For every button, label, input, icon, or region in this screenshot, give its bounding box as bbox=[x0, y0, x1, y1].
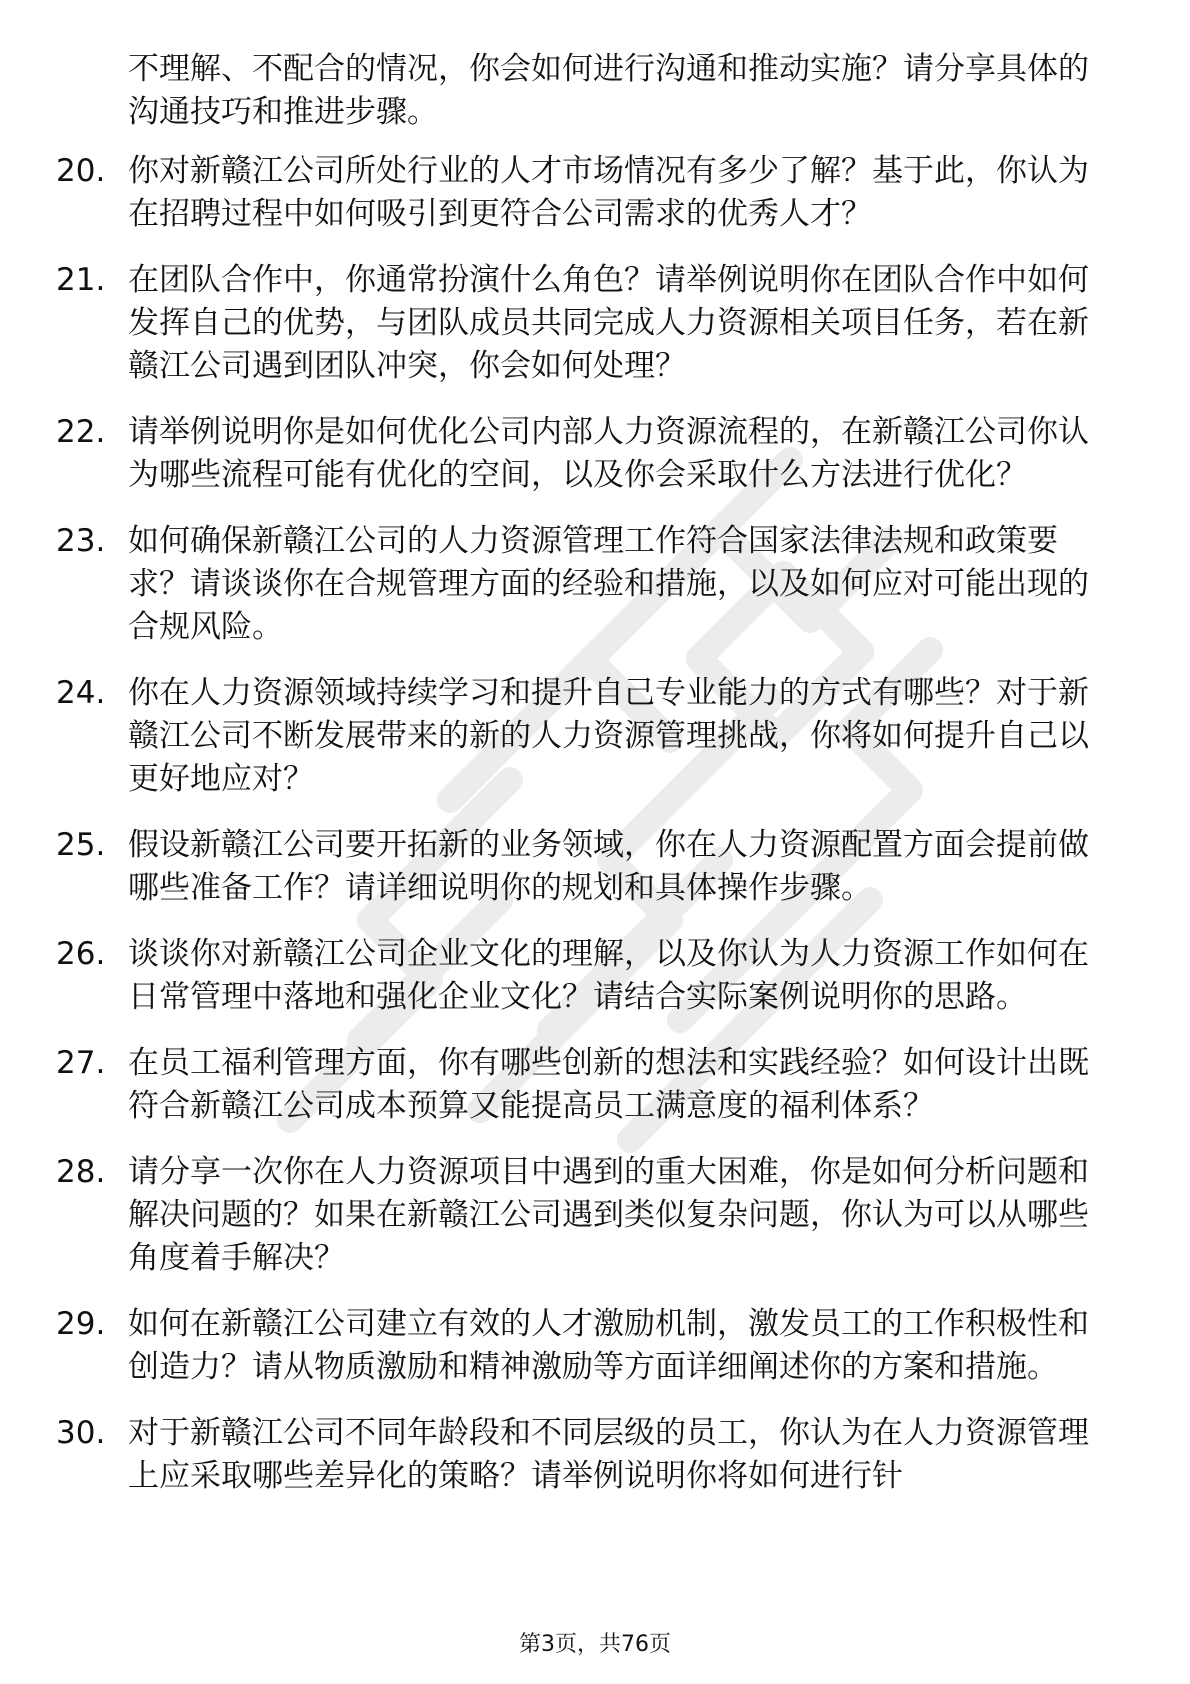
list-item bbox=[56, 411, 1116, 497]
question-text: 对于新赣江公司不同年龄段和不同层级的员工，你认为在人力资源管理上应采取哪些差异化的策略？请举例说明你将如何进行针 bbox=[128, 1415, 1089, 1494]
page-footer: 第3页，共76页 bbox=[519, 1632, 671, 1657]
question-number: 29. bbox=[56, 1306, 106, 1342]
list-item bbox=[56, 1303, 1116, 1389]
question-list bbox=[56, 150, 1116, 1521]
intro-continuation-text: 不理解、不配合的情况，你会如何进行沟通和推动实施？请分享具体的沟通技巧和推进步骤。 bbox=[128, 51, 1089, 130]
question-number: 25. bbox=[56, 827, 106, 863]
question-number: 23. bbox=[56, 523, 106, 559]
list-item bbox=[56, 933, 1116, 1019]
list-item bbox=[56, 259, 1116, 388]
question-number: 22. bbox=[56, 414, 106, 450]
question-number: 27. bbox=[56, 1045, 106, 1081]
question-text: 如何确保新赣江公司的人力资源管理工作符合国家法律法规和政策要求？请谈谈你在合规管理方面的经验和措施，以及如何应对可能出现的合规风险。 bbox=[128, 523, 1089, 645]
list-item bbox=[56, 1412, 1116, 1498]
question-text: 如何在新赣江公司建立有效的人才激励机制，激发员工的工作积极性和创造力？请从物质激励和精神激励等方面详细阐述你的方案和措施。 bbox=[128, 1306, 1089, 1385]
question-text: 请举例说明你是如何优化公司内部人力资源流程的，在新赣江公司你认为哪些流程可能有优化的空间，以及你会采取什么方法进行优化？ bbox=[128, 414, 1089, 493]
list-item bbox=[56, 672, 1116, 801]
question-number: 24. bbox=[56, 675, 106, 711]
list-item bbox=[56, 1151, 1116, 1280]
question-number: 28. bbox=[56, 1154, 106, 1190]
list-item bbox=[56, 824, 1116, 910]
list-item bbox=[56, 150, 1116, 236]
question-text: 请分享一次你在人力资源项目中遇到的重大困难，你是如何分析问题和解决问题的？如果在新赣江公司遇到类似复杂问题，你认为可以从哪些角度着手解决？ bbox=[128, 1154, 1089, 1276]
question-text: 谈谈你对新赣江公司企业文化的理解，以及你认为人力资源工作如何在日常管理中落地和强化企业文化？请结合实际案例说明你的思路。 bbox=[128, 936, 1089, 1015]
question-number: 30. bbox=[56, 1415, 106, 1451]
question-text: 你在人力资源领域持续学习和提升自己专业能力的方式有哪些？对于新赣江公司不断发展带来的新的人力资源管理挑战，你将如何提升自己以更好地应对？ bbox=[128, 675, 1089, 797]
question-text: 在团队合作中，你通常扮演什么角色？请举例说明你在团队合作中如何发挥自己的优势，与团队成员共同完成人力资源相关项目任务，若在新赣江公司遇到团队冲突，你会如何处理？ bbox=[128, 262, 1089, 384]
list-item bbox=[56, 1042, 1116, 1128]
list-item bbox=[56, 520, 1116, 649]
question-number: 20. bbox=[56, 153, 106, 189]
question-number: 21. bbox=[56, 262, 106, 298]
question-text: 你对新赣江公司所处行业的人才市场情况有多少了解？基于此，你认为在招聘过程中如何吸引到更符合公司需求的优秀人才？ bbox=[128, 153, 1089, 232]
question-number: 26. bbox=[56, 936, 106, 972]
question-text: 假设新赣江公司要开拓新的业务领域，你在人力资源配置方面会提前做哪些准备工作？请详细说明你的规划和具体操作步骤。 bbox=[128, 827, 1089, 906]
question-text: 在员工福利管理方面，你有哪些创新的想法和实践经验？如何设计出既符合新赣江公司成本预算又能提高员工满意度的福利体系？ bbox=[128, 1045, 1089, 1124]
